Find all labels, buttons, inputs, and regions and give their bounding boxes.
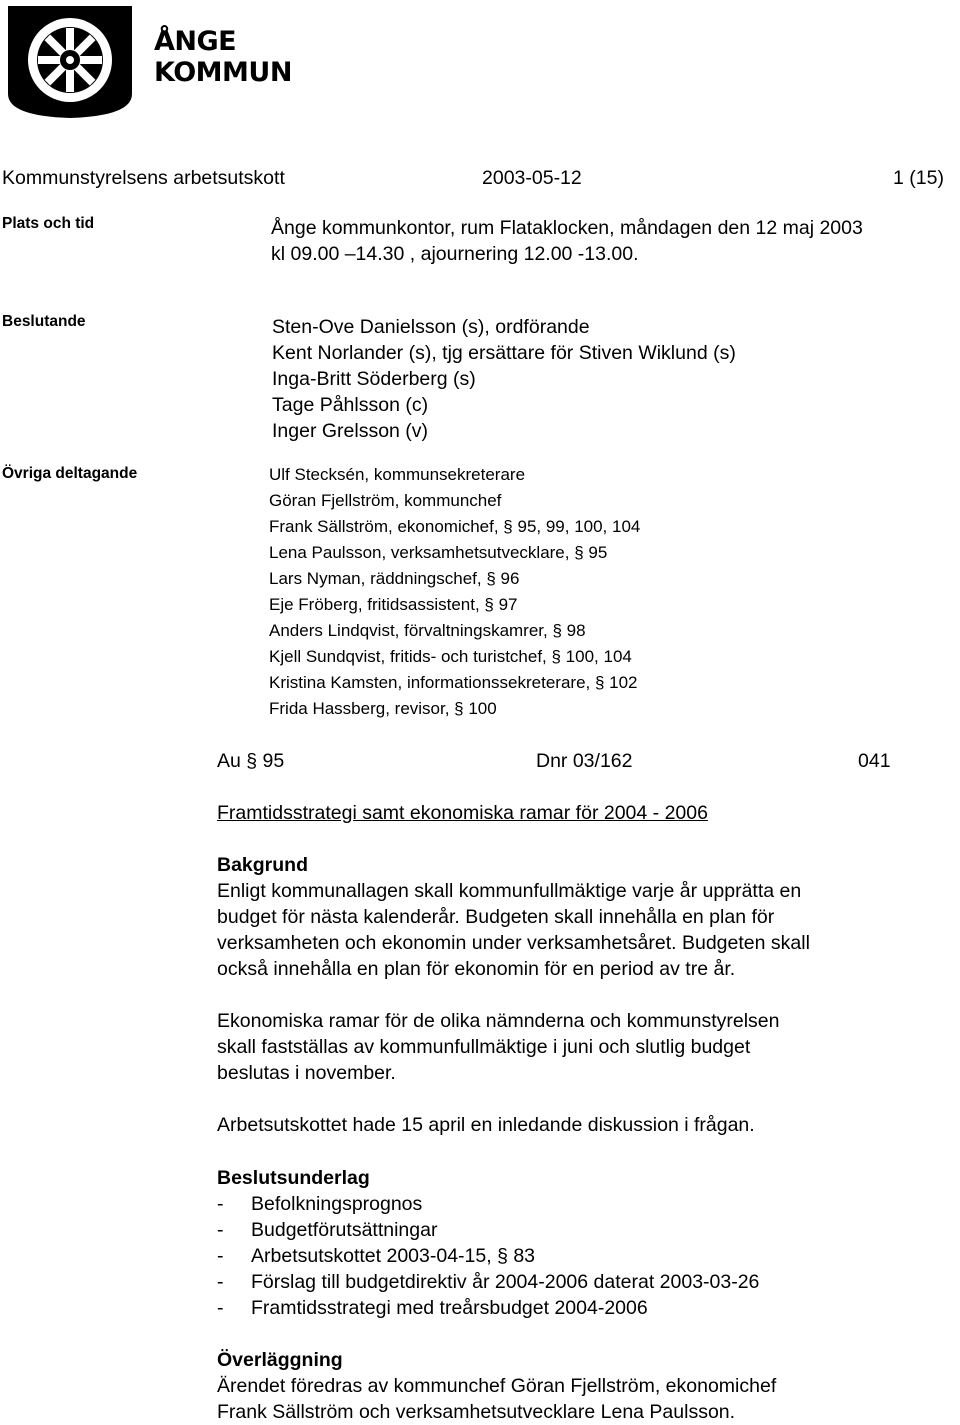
overlaggning-section (217, 1347, 776, 1425)
ovriga-item: Anders Lindqvist, förvaltningskamrer, § 98 (269, 621, 586, 640)
ovriga-item: Kristina Kamsten, informationssekreterare, § 102 (269, 673, 638, 692)
bakgrund-line: skall fastställas av kommunfullmäktige i juni och slutlig budget (217, 1036, 751, 1058)
overlaggning-heading: Överläggning (217, 1349, 343, 1371)
beslutsunderlag-heading: Beslutsunderlag (217, 1167, 370, 1189)
beslutsunderlag-section (217, 1165, 759, 1321)
bakgrund-heading: Bakgrund (217, 854, 309, 876)
paragraph-spacer (217, 982, 810, 1008)
list-item-text: Arbetsutskottet 2003-04-15, § 83 (251, 1245, 536, 1267)
list-item (217, 1295, 759, 1321)
beslutande-list (272, 314, 736, 444)
ovriga-item: Ulf Stecksén, kommunsekreterare (269, 465, 526, 484)
list-item-text: Budgetförutsättningar (251, 1219, 438, 1241)
header-date: 2003-05-12 (482, 167, 582, 189)
bakgrund-line: Enligt kommunallagen skall kommunfullmäktige varje år upprätta en (217, 880, 802, 902)
ovriga-label: Övriga deltagande (2, 465, 138, 482)
beslutande-item: Inga-Britt Söderberg (s) (272, 368, 476, 390)
list-item-text: Befolkningsprognos (251, 1193, 423, 1215)
arende-title: Framtidsstrategi samt ekonomiska ramar för 2004 - 2006 (217, 802, 708, 824)
ovriga-item: Frida Hassberg, revisor, § 100 (269, 699, 497, 718)
beslutande-item: Sten-Ove Danielsson (s), ordförande (272, 316, 590, 338)
ovriga-item: Kjell Sundqvist, fritids- och turistchef, § 100, 104 (269, 647, 632, 666)
list-item (217, 1217, 759, 1243)
ovriga-item: Lars Nyman, räddningschef, § 96 (269, 569, 520, 588)
overlaggning-line: Frank Sällström och verksamhetsutvecklare Lena Paulsson. (217, 1401, 736, 1423)
list-dash: - (217, 1245, 224, 1267)
ovriga-list (269, 462, 640, 722)
bakgrund-line: beslutas i november. (217, 1062, 396, 1084)
list-item (217, 1243, 759, 1269)
logo-line1: ÅNGE (154, 26, 237, 57)
list-dash: - (217, 1219, 224, 1241)
header-page: 1 (15) (893, 167, 944, 189)
ovriga-item: Frank Sällström, ekonomichef, § 95, 99, 100, 104 (269, 517, 641, 536)
plats-line: kl 09.00 –14.30 , ajournering 12.00 -13.00. (271, 243, 639, 265)
beslutande-item: Kent Norlander (s), tjg ersättare för Stiven Wiklund (s) (272, 342, 736, 364)
bakgrund-line: också innehålla en plan för ekonomin för en period av tre år. (217, 958, 736, 980)
list-dash: - (217, 1271, 224, 1293)
list-item (217, 1191, 759, 1217)
list-dash: - (217, 1297, 224, 1319)
list-item-text: Förslag till budgetdirektiv år 2004-2006 daterat 2003-03-26 (251, 1271, 760, 1293)
wheel-emblem-icon (4, 2, 142, 120)
plats-text (271, 215, 863, 267)
ovriga-item: Eje Fröberg, fritidsassistent, § 97 (269, 595, 518, 614)
arende-paragraph: Au § 95 (217, 750, 285, 772)
list-dash: - (217, 1193, 224, 1215)
arende-code: 041 (858, 750, 891, 772)
paragraph-spacer (217, 1086, 810, 1112)
bakgrund-line: Ekonomiska ramar för de olika nämnderna och kommunstyrelsen (217, 1010, 780, 1032)
logo (4, 2, 292, 120)
beslutande-item: Inger Grelsson (v) (272, 420, 429, 442)
ovriga-item: Göran Fjellström, kommunchef (269, 491, 502, 510)
arende-dnr: Dnr 03/162 (536, 750, 633, 772)
header-org: Kommunstyrelsens arbetsutskott (2, 167, 285, 189)
bakgrund-line: Arbetsutskottet hade 15 april en inledande diskussion i frågan. (217, 1114, 755, 1136)
plats-label: Plats och tid (2, 215, 95, 232)
list-item (217, 1269, 759, 1295)
bakgrund-section (217, 852, 810, 1138)
logo-line2: KOMMUN (154, 57, 292, 88)
overlaggning-line: Ärendet föredras av kommunchef Göran Fjellström, ekonomichef (217, 1375, 777, 1397)
beslutande-item: Tage Påhlsson (c) (272, 394, 429, 416)
list-item-text: Framtidsstrategi med treårsbudget 2004-2006 (251, 1297, 648, 1319)
beslutande-label: Beslutande (2, 313, 86, 330)
bakgrund-line: budget för nästa kalenderår. Budgeten skall innehålla en plan för (217, 906, 775, 928)
plats-line: Ånge kommunkontor, rum Flataklocken, måndagen den 12 maj 2003 (271, 217, 863, 239)
bakgrund-line: verksamheten och ekonomin under verksamhetsåret. Budgeten skall (217, 932, 810, 954)
ovriga-item: Lena Paulsson, verksamhetsutvecklare, § 95 (269, 543, 608, 562)
